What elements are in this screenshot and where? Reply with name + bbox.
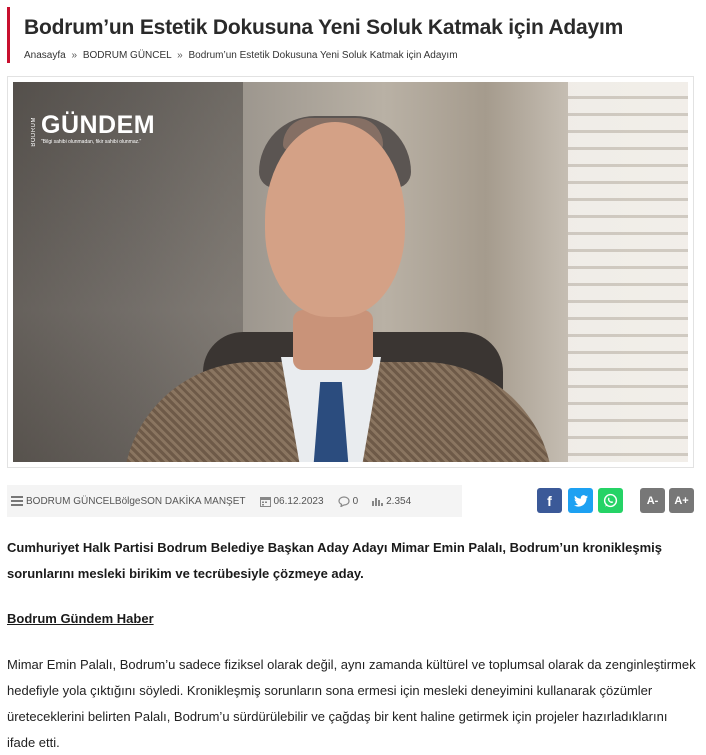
twitter-icon — [574, 495, 588, 507]
menu-icon — [11, 496, 23, 506]
breadcrumb-home-link[interactable]: Anasayfa — [24, 50, 66, 61]
publish-date: 06.12.2023 — [273, 495, 324, 507]
meta-views — [372, 496, 411, 507]
meta-categories — [11, 496, 246, 507]
breadcrumb — [24, 50, 699, 61]
article-image-frame — [7, 76, 694, 468]
article-photo — [13, 82, 688, 462]
breadcrumb-separator: » — [177, 50, 183, 61]
whatsapp-icon — [603, 493, 618, 508]
breadcrumb-separator: » — [71, 50, 78, 61]
article-lead: Cumhuriyet Halk Partisi Bodrum Belediye Başkan Aday Adayı Mimar Emin Palalı, Bodrum’un kronikleşmiş sorunlarını mesleki birikim ve tecrübesiyle çözmeye aday. — [7, 540, 663, 581]
logo-main-text: GÜNDEM — [41, 111, 156, 139]
hairline — [283, 118, 383, 150]
neck — [293, 310, 373, 370]
breadcrumb-current: Bodrum’un Estetik Dokusuna Yeni Soluk Katmak için Adayım — [188, 50, 458, 61]
bar-chart-icon — [372, 496, 383, 506]
window-blinds — [568, 82, 688, 462]
meta-date — [260, 496, 324, 507]
font-increase-button[interactable]: A+ — [669, 488, 694, 513]
meta-info — [7, 485, 462, 517]
face — [265, 122, 405, 317]
logo-slogan: "Bilgi sahibi olunmadan, fikir sahibi olunmaz." — [41, 139, 142, 145]
view-count: 2.354 — [386, 495, 412, 507]
article-subhead: Bodrum Gündem Haber — [7, 611, 154, 626]
facebook-icon: f — [547, 492, 552, 509]
comment-icon — [338, 496, 350, 507]
twitter-share-button[interactable] — [568, 488, 593, 513]
breadcrumb-category-link[interactable]: BODRUM GÜNCEL — [82, 50, 172, 61]
article-body: Mimar Emin Palalı, Bodrum’u sadece fiziksel olarak değil, aynı zamanda kültürel ve toplumsal olarak da zenginleştirmek hedefiyle yola çıktığını söyledi. Kronikleşmiş sorunların sona ermesi için mesleki deneyimini kullanarak çözümler üreteceklerini belirten Palalı, Bodrum’u sürdürülebilir ve çağdaş bir kent haline getirmek için projeler hazırladıklarını ifade etti. — [7, 657, 696, 750]
article-title: Bodrum’un Estetik Dokusuna Yeni Soluk Katmak için Adayım — [24, 16, 624, 39]
meta-comments[interactable] — [338, 496, 359, 507]
whatsapp-share-button[interactable] — [598, 488, 623, 513]
article-header — [7, 7, 699, 63]
logo-side-text: BODRUM — [31, 117, 37, 147]
comment-count: 0 — [352, 495, 359, 507]
facebook-share-button[interactable] — [537, 488, 562, 513]
gundem-logo — [31, 112, 155, 145]
calendar-icon — [260, 496, 271, 507]
font-decrease-button[interactable]: A- — [640, 488, 665, 513]
article-meta-bar — [7, 485, 699, 517]
category-links[interactable]: BODRUM GÜNCELBölgeSON DAKİKA MANŞET — [26, 495, 246, 507]
